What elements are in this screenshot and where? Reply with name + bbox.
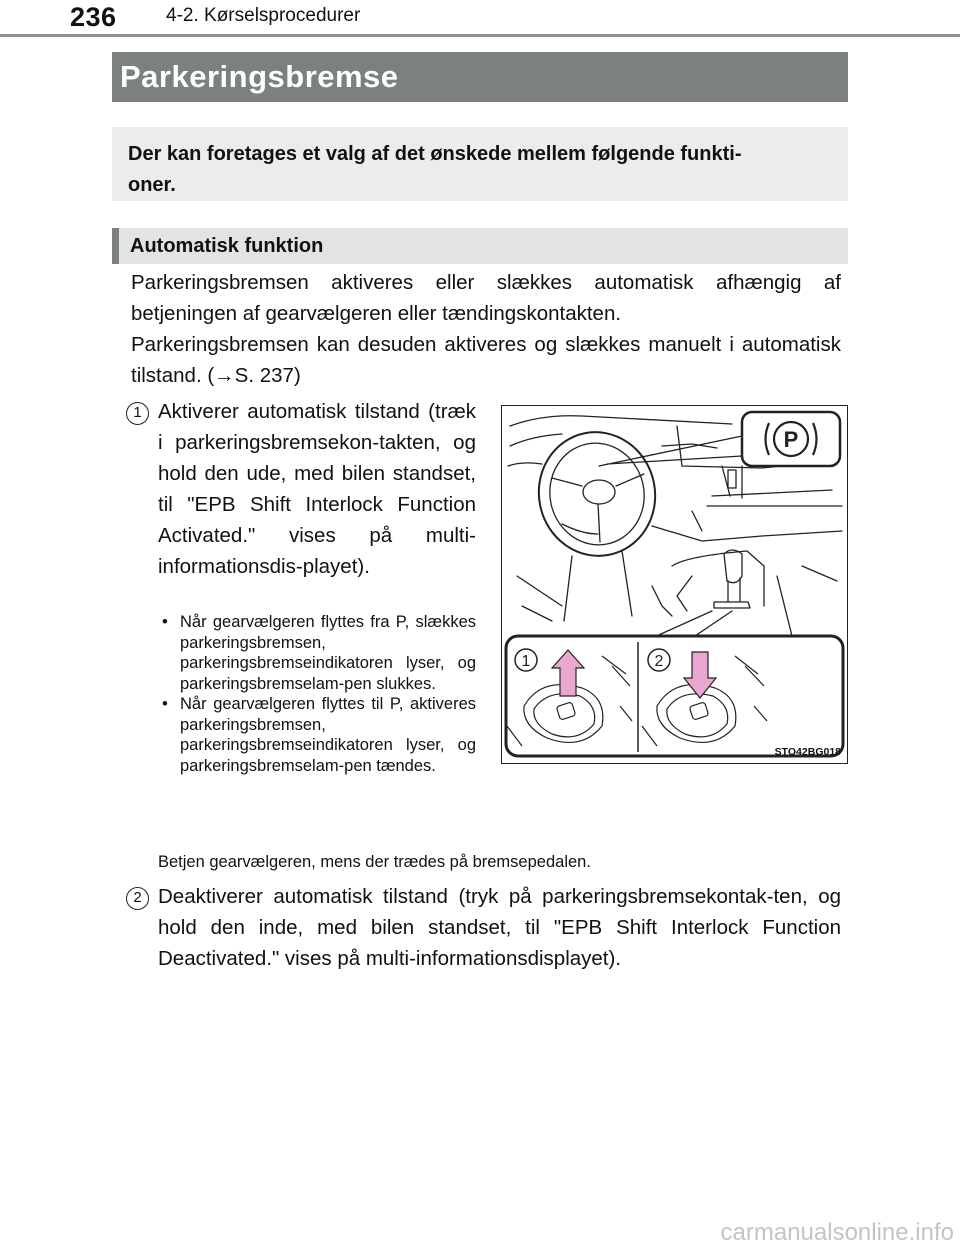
step-2-marker: 2 (126, 887, 149, 910)
paragraph-manual-note: Parkeringsbremsen kan desuden aktiveres og slækkes manuelt i automatisk tilstand. (→S. 237) (131, 333, 841, 387)
bullet-item (158, 612, 476, 694)
intro-text-continued: oner. (128, 174, 176, 196)
section-title: Parkeringsbremse (112, 52, 848, 102)
brake-pedal-note: Betjen gearvælgeren, mens der trædes på bremsepedalen. (158, 853, 591, 871)
bullet-dot: • (162, 613, 168, 631)
parking-brake-illustration (501, 405, 848, 764)
intro-text: Der kan foretages et valg af det ønskede mellem følgende funkti- (128, 143, 742, 165)
figure-code: STO42BG018 (774, 746, 841, 758)
step-2-text: Deaktiverer automatisk tilstand (tryk på parkeringsbremsekontak-ten, og hold den inde, med bilen standset, til "EPB Shift Interlock Function Deactivated." vises på multi-informationsdisplayet). (158, 885, 841, 970)
bullet-text: Når gearvælgeren flyttes fra P, slækkes parkeringsbremsen, parkeringsbremseindikatoren lyser, og parkeringsbremselam-pen slukkes. (180, 613, 476, 693)
step-1-text: Aktiverer automatisk tilstand (træk i parkeringsbremsekon-takten, og hold den ude, med bilen standset, til "EPB Shift Interlock Function Activated." vises på multi-informationsdis-playet). (158, 400, 476, 578)
inset-frame (506, 636, 843, 756)
step-1-marker: 1 (126, 402, 149, 425)
paragraph-auto-function: Parkeringsbremsen aktiveres eller slækkes automatisk afhængig af betjeningen af gearvælgeren eller tændingskontakten. (131, 271, 841, 325)
intro-box (112, 127, 848, 201)
bullet-item (158, 694, 476, 776)
watermark: carmanualsonline.info (720, 1219, 954, 1246)
step-1-bullets (158, 612, 476, 776)
subsection-heading: Automatisk funktion (112, 228, 848, 264)
illustration-drawing (502, 406, 847, 763)
header-divider (0, 34, 960, 37)
callout-2: 2 (654, 653, 664, 670)
p-symbol: P (783, 427, 799, 452)
bullet-dot: • (162, 695, 168, 713)
chapter-header: 4-2. Kørselsprocedurer (166, 5, 361, 26)
bullet-text: Når gearvælgeren flyttes til P, aktiveres parkeringsbremsen, parkeringsbremseindikatoren lyser, og parkeringsbremselam-pen tændes. (180, 695, 476, 775)
callout-1: 1 (521, 653, 531, 670)
page-number: 236 (70, 2, 117, 32)
